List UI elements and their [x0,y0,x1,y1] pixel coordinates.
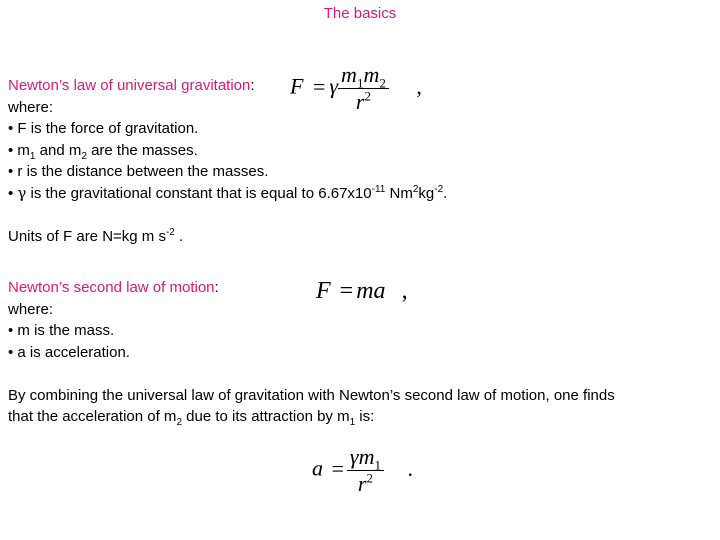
combining-text: that the acceleration of m [8,408,177,425]
gamma-symbol: γ [17,183,27,202]
slide-title: The basics [323,5,397,22]
combining-line-1: By combining the universal law of gravitation with Newton’s second law of motion, one finds [8,386,615,404]
gravitation-colon: : [250,77,255,94]
combining-sub: 2 [176,417,182,428]
eq2-trail: , [401,278,408,304]
item-masses [8,140,447,162]
item-mass: • m is the mass. [8,322,115,339]
gravitation-where: where: [8,98,54,116]
gamma-exp: -11 [371,183,386,195]
eq1-num-m: m [341,62,357,87]
eq2-lhs: F [316,278,331,304]
gravitation-heading: Newton’s law of universal gravitation [8,77,251,94]
second-law-heading-line [8,277,615,299]
masses-sub: 1 [29,150,36,162]
eq3-equals: = [331,455,344,481]
spacer [8,363,615,385]
masses-text: and m [35,141,82,159]
gravitation-equation [290,62,422,115]
eq3-num-sub: 1 [374,457,381,473]
units-text: Units of F are N=kg m s [8,227,166,245]
eq1-equals: = [312,73,326,99]
units-line [8,226,447,248]
units-text: . [174,227,184,245]
eq3-num-m: m [358,444,375,469]
item-gamma [8,183,447,205]
eq1-den-r: r [355,89,365,114]
eq3-numerator [347,444,384,471]
masses-sub: 2 [81,150,87,162]
item-acceleration: • a is acceleration. [8,343,130,361]
eq2-equals: = [339,278,354,304]
second-law-section [8,277,615,428]
gamma-unit: kg [418,184,435,202]
item-distance: • r is the distance between the masses. [8,163,269,180]
eq3-den-r: r [357,471,367,496]
eq1-den-exp: 2 [364,88,371,104]
item-force: • F is the force of gravitation. [8,120,199,137]
eq1-denominator [338,89,389,115]
eq1-trail: , [416,73,422,99]
eq1-num-m: m [363,62,380,87]
acceleration-equation [312,444,413,497]
gamma-unit-exp: 2 [412,183,419,195]
combining-text: due to its attraction by m [182,408,350,425]
gamma-end: . [443,184,448,202]
eq3-den-exp: 2 [366,470,373,486]
eq2-rhs: ma [356,278,386,304]
masses-text: are the masses. [86,141,198,159]
second-law-heading: Newton’s second law of motion [8,279,215,296]
combining-sub: 1 [349,417,356,428]
eq1-num-sub: 2 [379,75,386,91]
eq1-gamma: γ [329,73,339,99]
gamma-bullet: • [8,184,18,202]
eq1-num-sub: 1 [356,75,364,91]
second-law-equation [316,278,408,305]
eq1-numerator [338,62,389,89]
eq3-lhs: a [312,455,323,481]
eq1-fraction [338,62,389,115]
eq3-denominator [347,471,384,497]
combining-line-2 [8,406,615,428]
eq3-fraction [347,444,384,497]
eq3-trail: . [407,455,413,481]
second-law-colon: : [214,279,219,296]
eq1-lhs: F [290,73,304,99]
gamma-unit-exp: -2 [434,183,444,195]
eq3-num-gamma: γ [349,444,359,469]
combining-text: is: [355,408,375,425]
masses-text: • m [8,141,30,159]
gamma-unit: Nm [385,184,413,202]
spacer [8,204,447,226]
units-exp: -2 [165,226,175,238]
second-law-where: where: [8,300,54,318]
gamma-text: is the gravitational constant that is equal to 6.67x10 [26,184,372,202]
